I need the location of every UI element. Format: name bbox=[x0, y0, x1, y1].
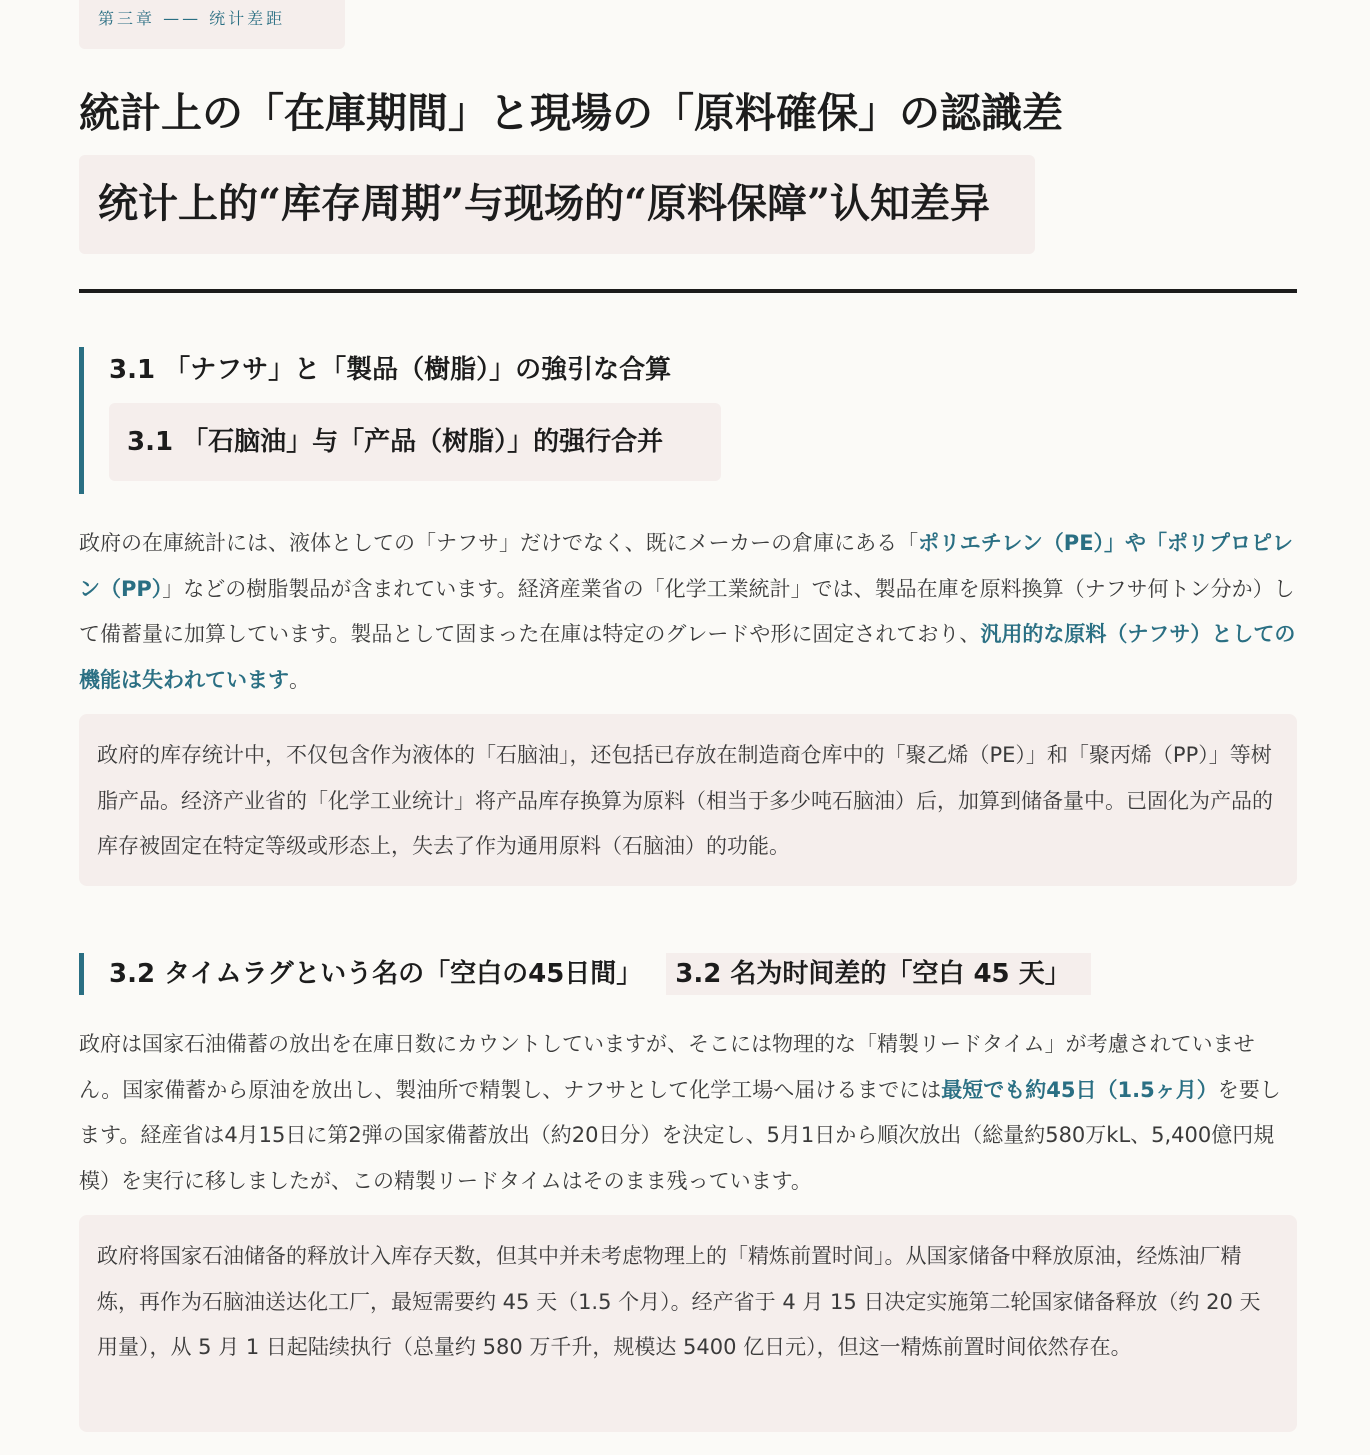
section-3-2-heading-block bbox=[79, 953, 1091, 995]
section-3-2-heading-zh: 3.2 名为时间差的「空白 45 天」 bbox=[666, 953, 1090, 995]
highlight-text: 汎用的な原料（ナフサ）としての機能は失われています bbox=[79, 622, 1296, 692]
page-title-ja: 統計上の「在庫期間」と現場の「原料確保」の認識差 bbox=[79, 89, 1063, 137]
chapter-tag: 第三章 —— 统计差距 bbox=[79, 0, 345, 49]
text-run: 。 bbox=[289, 667, 310, 692]
section-3-1-heading-zh: 3.1 「石脑油」与「产品（树脂）」的强行合并 bbox=[109, 403, 721, 481]
section-3-2-translation-box: 政府将国家石油储备的释放计入库存天数，但其中并未考虑物理上的「精炼前置时间」。从国家储备中释放原油，经炼油厂精炼，再作为石脑油送达化工厂，最短需要约 45 天（1.5 个月）。经产省于 4 月 15 日决定实施第二轮国家储备释放（约 20 天用量），从 5 月 1 日起陆续执行（总量约 580 万千升，规模达 5400 亿日元），但这一精炼前置时间依然存在。 bbox=[79, 1215, 1297, 1432]
section-3-2-heading-ja: 3.2 タイムラグという名の「空白の45日間」 bbox=[109, 959, 643, 989]
highlight-text: 最短でも約45日（1.5ヶ月） bbox=[941, 1077, 1218, 1102]
section-3-1-heading-block bbox=[79, 347, 739, 494]
text-run: 政府の在庫統計には、液体としての「ナフサ」だけでなく、既にメーカーの倉庫にある「 bbox=[79, 531, 919, 555]
section-3-1-translation-box: 政府的库存统计中，不仅包含作为液体的「石脑油」，还包括已存放在制造商仓库中的「聚乙烯（PE）」和「聚丙烯（PP）」等树脂产品。经济产业省的「化学工业统计」将产品库存换算为原料（相当于多少吨石脑油）后，加算到储备量中。已固化为产品的库存被固定在特定等级或形态上，失去了作为通用原料（石脑油）的功能。 bbox=[79, 714, 1297, 886]
highlight-text: ポリエチレン（PE）」や「ポリプロピレン（PP） bbox=[79, 531, 1294, 601]
section-3-1-heading-ja: 3.1 「ナフサ」と「製品（樹脂）」の強引な合算 bbox=[109, 355, 672, 385]
page-title-zh: 统计上的“库存周期”与现场的“原料保障”认知差异 bbox=[79, 155, 1035, 254]
section-3-2-paragraph-ja bbox=[79, 1022, 1297, 1204]
text-run: 政府は国家石油備蓄の放出を在庫日数にカウントしていますが、そこには物理的な「精製リードタイム」が考慮されていません。国家備蓄から原油を放出し、製油所で精製し、ナフサとして化学工場へ届けるまでには bbox=[79, 1032, 1255, 1102]
section-3-1-paragraph-ja bbox=[79, 521, 1297, 703]
title-divider bbox=[79, 289, 1297, 293]
text-run: 」などの樹脂製品が含まれています。経済産業省の「化学工業統計」では、製品在庫を原料換算（ナフサ何トン分か）して備蓄量に加算しています。製品として固まった在庫は特定のグレードや形に固定されており、 bbox=[79, 576, 1295, 646]
text-run: を要します。経産省は4月15日に第2弾の国家備蓄放出（約20日分）を決定し、5月1日から順次放出（総量約580万kL、5,400億円規模）を実行に移しましたが、この精製リードタイムはそのまま残っています。 bbox=[79, 1077, 1281, 1193]
